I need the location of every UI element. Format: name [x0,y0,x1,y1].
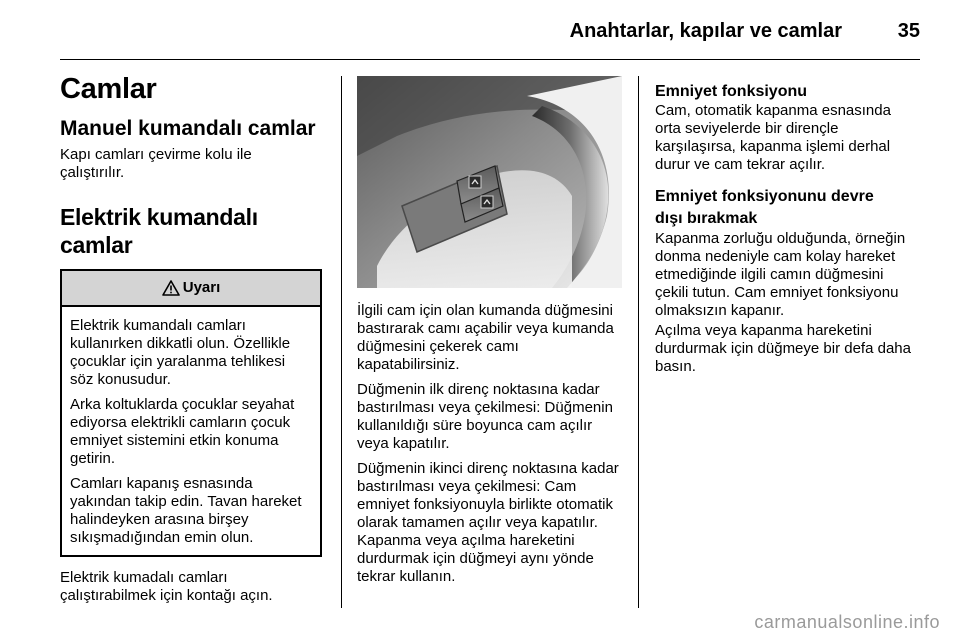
warning-title: Uyarı [182,279,221,296]
safety-function-heading: Emniyet fonksiyonu [655,83,808,100]
column-divider-right [638,76,639,608]
manual-windows-heading: Manuel kumandalı camlar [60,117,316,140]
warning-paragraph: Arka koltuklarda çocuklar seyahat ediyorsa elektrikli camların çocuk emniyet sistemini etkin konuma getirin. [70,396,295,467]
warning-header [62,271,320,307]
door-window-switch-photo [357,76,622,288]
section-heading-camlar: Camlar [60,73,157,105]
instruction-paragraph: Düğmenin ilk direnç noktasına kadar bastırılması veya çekilmesi: Düğmenin kullanıldığı süre boyunca cam açılır veya kapatılır. [357,381,613,452]
page-header-title: Anahtarlar, kapılar ve camlar [569,20,842,42]
ignition-text: Elektrik kumadalı camları çalıştırabilmek için kontağı açın. [60,569,273,604]
safety-function-text: Cam, otomatik kapanma esnasında orta seviyelerde bir dirençle karşılaşırsa, kapanma işlemi derhal durur ve cam tekrar açılır. [655,102,891,173]
warning-box [60,269,322,557]
watermark-text: carmanualsonline.info [754,612,940,632]
override-paragraph: Kapanma zorluğu olduğunda, örneğin donma nedeniyle cam kolay hareket etmediğinde ilgili camın düğmesini çekili tutun. Cam emniyet fonksiyonu olmaksızın kapanır. [655,230,906,319]
column-divider-left [341,76,342,608]
warning-body [62,307,320,555]
warning-paragraph: Camları kapanış esnasında yakından takip edin. Tavan hareket halindeyken arasına birşey sıkışmadığından emin olun. [70,475,302,546]
page-number: 35 [897,20,920,42]
warning-paragraph: Elektrik kumandalı camları kullanırken dikkatli olun. Özellikle çocuklar için yaralanma tehlikesi söz konusudur. [70,317,291,388]
instruction-paragraph: İlgili cam için olan kumanda düğmesini bastırarak camı açabilir veya kumanda düğmesini çekerek camı kapatabilirsiniz. [357,302,614,373]
manual-windows-text: Kapı camları çevirme kolu ile çalıştırılır. [60,146,252,181]
warning-triangle-icon [162,280,180,296]
override-safety-heading: Emniyet fonksiyonunu devre dışı bırakmak [655,188,874,227]
column-3 [655,82,920,376]
header-rule [60,59,920,60]
column-1 [60,72,325,605]
column-2 [357,76,622,586]
override-paragraph: Açılma veya kapanma hareketini durdurmak için düğmeye bir defa daha basın. [655,322,911,375]
switch-instructions [357,302,622,586]
instruction-paragraph: Düğmenin ikinci direnç noktasına kadar bastırılması veya çekilmesi: Cam emniyet fonksiyonuyla birlikte otomatik olarak tamamen açılır veya kapatılır. Kapanma veya açılma hareketini durdurmak için düğmeyi aynı yönde tekrar kullanın. [357,460,619,585]
electric-windows-heading: Elektrik kumandalı camlar [60,204,258,258]
